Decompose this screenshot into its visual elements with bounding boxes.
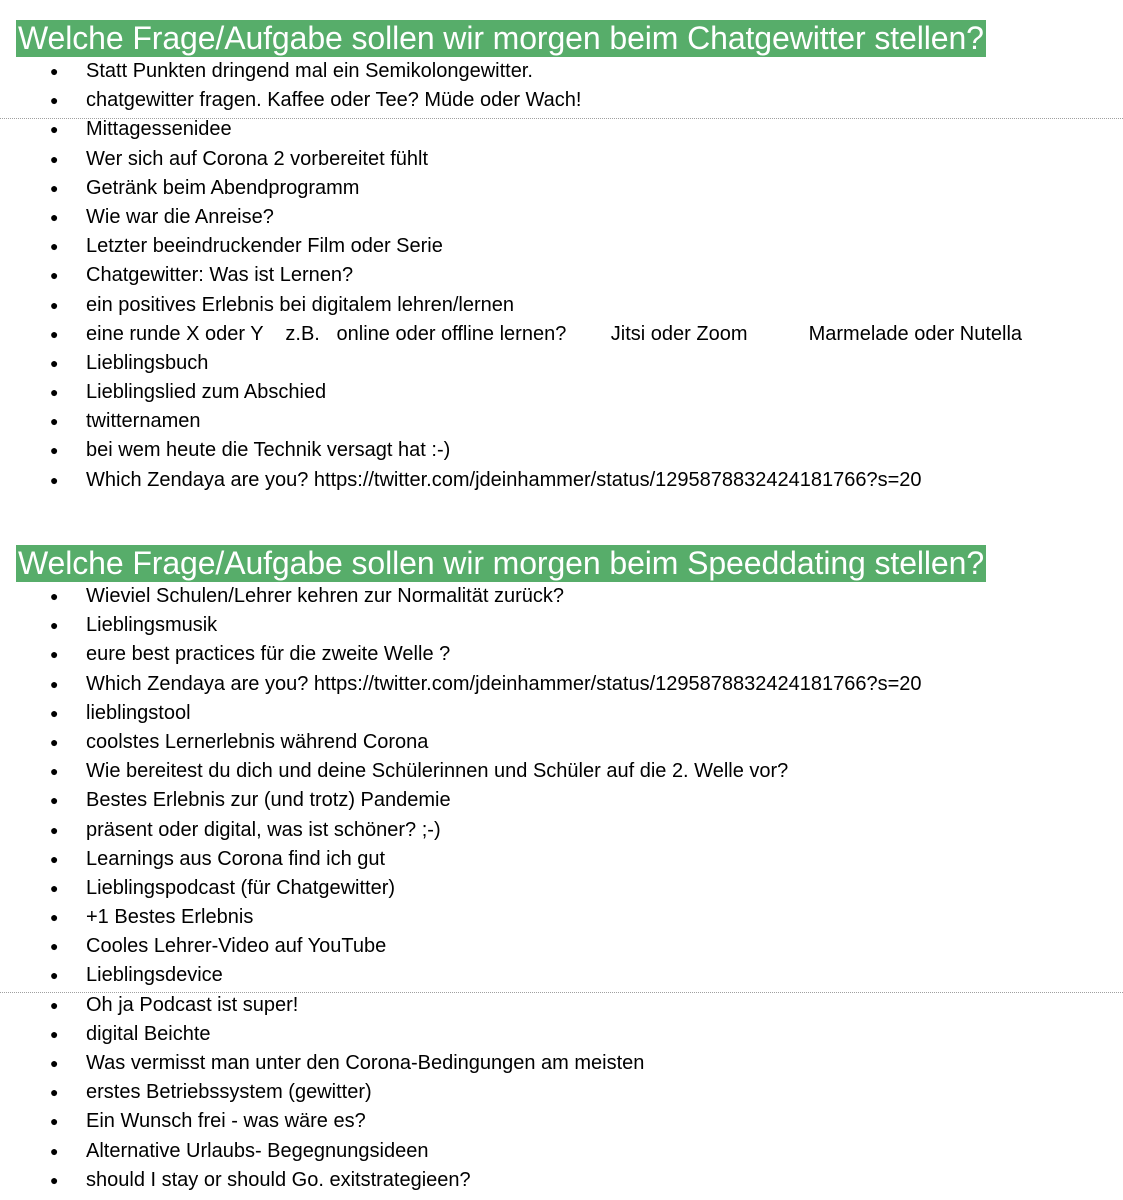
bullet-icon: ● [50,967,59,984]
list-item-text[interactable]: erstes Betriebssystem (gewitter) [86,1081,372,1104]
list-item[interactable] [0,1166,1123,1195]
bullet-icon: ● [50,763,59,780]
list-item-text[interactable]: eine runde X oder Y z.B. online oder offline lernen? Jitsi oder Zoom Marmelade oder Nutella [86,322,1023,345]
list-item[interactable] [0,261,1123,290]
page-break-line [0,118,1123,119]
list-item-text[interactable]: +1 Bestes Erlebnis [86,906,254,929]
bullet-icon: ● [50,821,59,838]
list-item-text[interactable]: Which Zendaya are you? https://twitter.com/jdeinhammer/status/1295878832424181766?s=20 [86,468,922,491]
list-item[interactable] [0,611,1123,640]
bullet-icon: ● [50,92,59,109]
page-break-line [0,992,1123,993]
list-item-text[interactable]: Wie bereitest du dich und deine Schülerinnen und Schüler auf die 2. Welle vor? [86,760,789,783]
list-item[interactable] [0,203,1123,232]
bullet-icon: ● [50,413,59,430]
bullet-icon: ● [50,384,59,401]
bullet-icon: ● [50,471,59,488]
list-item[interactable] [0,232,1123,261]
list-item-text[interactable]: eure best practices für die zweite Welle ? [86,643,451,666]
list-item[interactable] [0,378,1123,407]
bullet-icon: ● [50,121,59,138]
list-item-text[interactable]: präsent oder digital, was ist schöner? ;-) [86,818,441,841]
list-item[interactable] [0,1137,1123,1166]
bullet-icon: ● [50,938,59,955]
list-item-text[interactable]: Lieblingsbuch [86,351,209,374]
bullet-icon: ● [50,704,59,721]
bullet-icon: ● [50,208,59,225]
bullet-icon: ● [50,1084,59,1101]
bullet-icon: ● [50,267,59,284]
list-item[interactable] [0,757,1123,786]
section-heading-speeddating[interactable]: Welche Frage/Aufgabe sollen wir morgen beim Speeddating stellen? [18,545,985,581]
list-item-text[interactable]: Chatgewitter: Was ist Lernen? [86,264,354,287]
list-item[interactable] [0,86,1123,115]
list-item-text[interactable]: Lieblingslied zum Abschied [86,381,327,404]
list-item-text[interactable]: Learnings aus Corona find ich gut [86,847,386,870]
bullet-icon: ● [50,996,59,1013]
list-item-text[interactable]: Wieviel Schulen/Lehrer kehren zur Normalität zurück? [86,585,564,607]
list-chatgewitter [0,57,1123,495]
list-item-text[interactable]: bei wem heute die Technik versagt hat :-) [86,439,451,462]
list-item-text[interactable]: Wie war die Anreise? [86,205,274,228]
list-item-text[interactable]: Ein Wunsch frei - was wäre es? [86,1110,366,1133]
list-item-text[interactable]: Bestes Erlebnis zur (und trotz) Pandemie [86,789,451,812]
list-item-text[interactable]: Wer sich auf Corona 2 vorbereitet fühlt [86,147,429,170]
list-item[interactable] [0,786,1123,815]
list-item[interactable] [0,845,1123,874]
section-chatgewitter [0,20,1123,495]
list-item-text[interactable]: Letzter beeindruckender Film oder Serie [86,235,443,258]
list-item[interactable] [0,582,1123,611]
list-item-text[interactable]: digital Beichte [86,1022,211,1045]
list-item[interactable] [0,145,1123,174]
list-item-text[interactable]: ein positives Erlebnis bei digitalem lehren/lernen [86,293,515,316]
bullet-icon: ● [50,354,59,371]
list-item[interactable] [0,816,1123,845]
list-item[interactable] [0,407,1123,436]
list-item[interactable] [0,349,1123,378]
bullet-icon: ● [50,442,59,459]
list-item[interactable] [0,932,1123,961]
list-item[interactable] [0,903,1123,932]
bullet-icon: ● [50,792,59,809]
list-item[interactable] [0,961,1123,990]
list-item[interactable] [0,466,1123,495]
list-item-text[interactable]: twitternamen [86,410,201,433]
list-item-text[interactable]: should I stay or should Go. exitstrategieen? [86,1168,471,1191]
list-item[interactable] [0,699,1123,728]
bullet-icon: ● [50,733,59,750]
list-item[interactable] [0,874,1123,903]
list-item-text[interactable]: lieblingstool [86,701,191,724]
bullet-icon: ● [50,617,59,634]
list-item-text[interactable]: coolstes Lernerlebnis während Corona [86,730,429,753]
list-item[interactable] [0,174,1123,203]
list-item-text[interactable]: Oh ja Podcast ist super! [86,993,299,1016]
list-item-text[interactable]: Lieblingsmusik [86,614,218,637]
list-item-text[interactable]: Alternative Urlaubs- Begegnungsideen [86,1139,429,1162]
list-item[interactable] [0,728,1123,757]
list-item[interactable] [0,1078,1123,1107]
bullet-icon: ● [50,1025,59,1042]
list-item[interactable] [0,1107,1123,1136]
list-item-text[interactable]: Getränk beim Abendprogramm [86,176,360,199]
bullet-icon: ● [50,1171,59,1188]
list-item-text[interactable]: Cooles Lehrer-Video auf YouTube [86,935,387,958]
list-item[interactable] [0,991,1123,1020]
list-item[interactable] [0,115,1123,144]
bullet-icon: ● [50,150,59,167]
list-item-text[interactable]: Lieblingsdevice [86,964,223,987]
bullet-icon: ● [50,238,59,255]
bullet-icon: ● [50,879,59,896]
bullet-icon: ● [50,850,59,867]
bullet-icon: ● [50,325,59,342]
list-item[interactable] [0,320,1123,349]
bullet-icon: ● [50,588,59,604]
list-item[interactable] [0,1020,1123,1049]
bullet-icon: ● [50,63,59,79]
bullet-icon: ● [50,675,59,692]
list-item-text[interactable]: Statt Punkten dringend mal ein Semikolongewitter. [86,60,533,82]
list-item[interactable] [0,291,1123,320]
list-item-text[interactable]: Mittagessenidee [86,118,232,141]
list-item[interactable] [0,670,1123,699]
list-item-text[interactable]: Which Zendaya are you? https://twitter.com/jdeinhammer/status/1295878832424181766?s=20 [86,672,922,695]
bullet-icon: ● [50,1055,59,1071]
bullet-icon: ● [50,646,59,663]
bullet-icon: ● [50,179,59,196]
list-item-text[interactable]: chatgewitter fragen. Kaffee oder Tee? Müde oder Wach! [86,89,582,112]
list-item[interactable] [0,1049,1123,1078]
list-item[interactable] [0,436,1123,465]
section-speeddating [0,545,1123,1195]
bullet-icon: ● [50,909,59,926]
bullet-icon: ● [50,1142,59,1159]
section-heading-chatgewitter[interactable]: Welche Frage/Aufgabe sollen wir morgen beim Chatgewitter stellen? [18,20,984,56]
bullet-icon: ● [50,1113,59,1130]
bullet-icon: ● [50,296,59,313]
list-item-text[interactable]: Lieblingspodcast (für Chatgewitter) [86,876,396,899]
list-item[interactable] [0,57,1123,86]
list-item[interactable] [0,640,1123,669]
list-speeddating [0,582,1123,1195]
list-item-text[interactable]: Was vermisst man unter den Corona-Bedingungen am meisten [86,1052,645,1074]
